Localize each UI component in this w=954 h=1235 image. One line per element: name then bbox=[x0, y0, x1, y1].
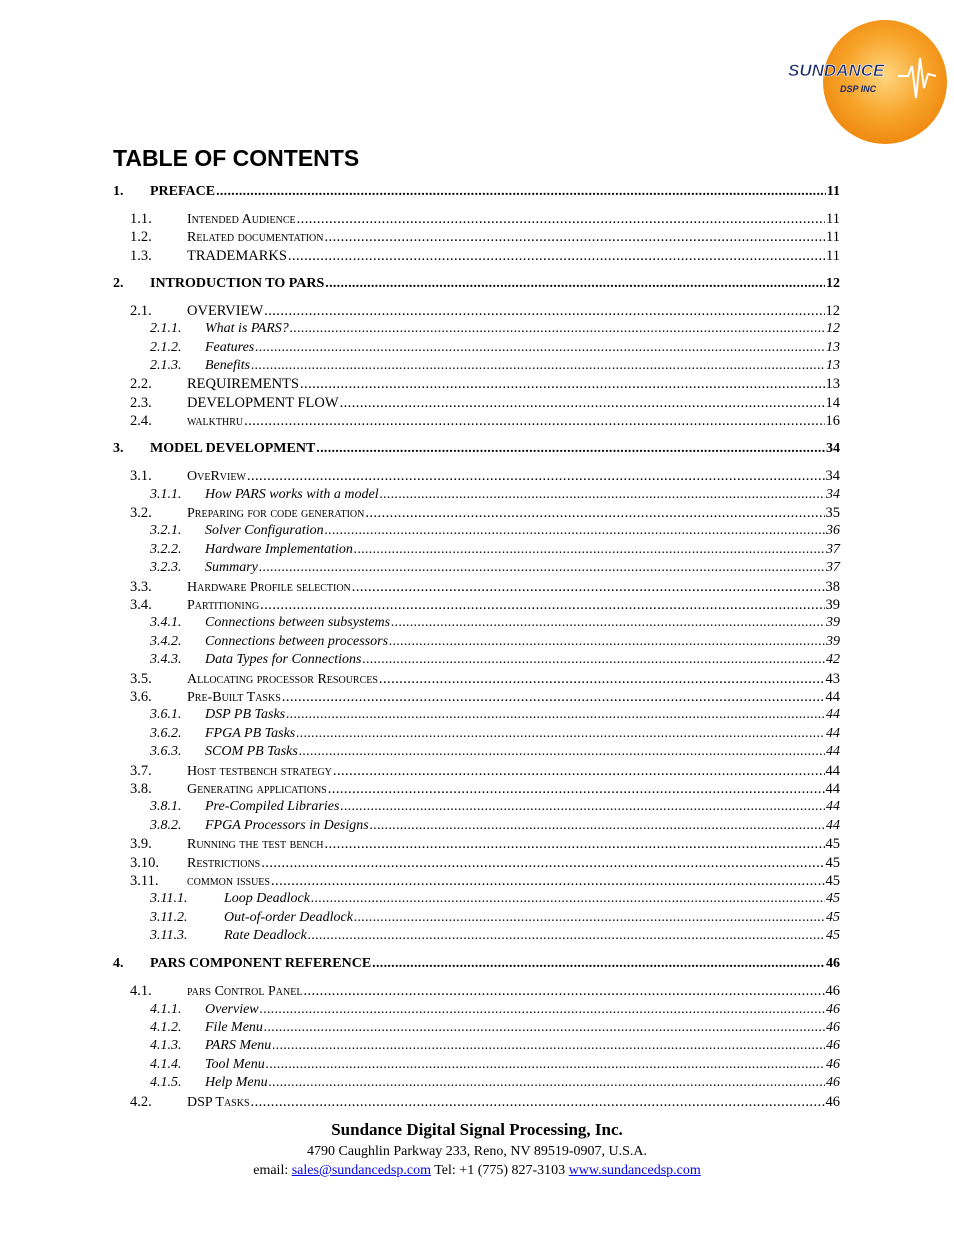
toc-entry-page: 16 bbox=[825, 413, 840, 430]
toc-entry[interactable] bbox=[113, 983, 840, 1001]
toc-entry-label: Summary bbox=[205, 560, 258, 576]
toc-dot-leader bbox=[288, 248, 825, 265]
toc-dot-leader bbox=[251, 1094, 825, 1111]
toc-dot-leader bbox=[391, 615, 825, 631]
toc-entry-number: 4. bbox=[113, 956, 124, 972]
toc-entry-page: 37 bbox=[826, 541, 840, 557]
toc-entry-label: Loop Deadlock bbox=[224, 891, 310, 907]
toc-entry[interactable] bbox=[113, 836, 840, 854]
toc-entry-label: Solver Configuration bbox=[205, 523, 324, 539]
toc-entry-page: 35 bbox=[825, 505, 840, 521]
toc-entry-line bbox=[205, 726, 840, 742]
toc-entry-label: Out-of-order Deadlock bbox=[224, 909, 353, 925]
toc-entry-number: 3.2.3. bbox=[150, 560, 182, 576]
toc-entry-label: Pre-Compiled Libraries bbox=[205, 799, 340, 815]
toc-entry-line bbox=[187, 229, 840, 246]
toc-entry-label: Host testbench strategy bbox=[187, 763, 332, 779]
toc-entry-label: Rate Deadlock bbox=[224, 928, 307, 944]
toc-entry-number: 4.2. bbox=[130, 1093, 152, 1110]
toc-entry-label: PREFACE bbox=[150, 184, 216, 199]
toc-entry-page: 13 bbox=[826, 358, 840, 373]
toc-entry-number: 3.11.2. bbox=[150, 909, 188, 925]
toc-entry-label: OveRview bbox=[187, 469, 246, 485]
toc-entry-line bbox=[187, 597, 840, 614]
toc-entry-line bbox=[205, 560, 840, 576]
page-footer bbox=[0, 1120, 954, 1179]
toc-entry[interactable] bbox=[113, 340, 840, 358]
toc-dot-leader bbox=[244, 413, 824, 430]
toc-entry[interactable] bbox=[113, 395, 840, 413]
toc-entry-line bbox=[205, 652, 840, 668]
toc-entry-line bbox=[150, 956, 840, 972]
toc-entry[interactable] bbox=[113, 487, 840, 505]
toc-dot-leader bbox=[282, 689, 825, 706]
toc-entry-label: Allocating processor Resources bbox=[187, 671, 378, 687]
toc-entry[interactable] bbox=[113, 1075, 840, 1093]
toc-entry-line bbox=[205, 799, 840, 815]
toc-entry-line bbox=[187, 689, 840, 706]
toc-entry-number: 3. bbox=[113, 441, 124, 457]
toc-entry[interactable] bbox=[113, 928, 840, 946]
toc-entry[interactable] bbox=[113, 321, 840, 339]
toc-entry-page: 14 bbox=[825, 394, 840, 411]
toc-entry-number: 1. bbox=[113, 184, 124, 199]
toc-entry-label: FPGA PB Tasks bbox=[205, 725, 296, 741]
toc-entry[interactable] bbox=[113, 1057, 840, 1075]
toc-entry-page: 37 bbox=[826, 560, 840, 576]
toc-entry-label: OVERVIEW bbox=[187, 302, 264, 319]
toc-entry-page: 42 bbox=[826, 652, 840, 668]
toc-entry[interactable] bbox=[113, 891, 840, 909]
toc-entry-page: 44 bbox=[825, 781, 840, 797]
toc-entry-page: 44 bbox=[825, 689, 840, 705]
toc-entry-label: MODEL DEVELOPMENT bbox=[150, 441, 316, 457]
toc-entry-page: 11 bbox=[826, 247, 840, 264]
toc-entry-line bbox=[187, 303, 840, 320]
toc-dot-leader bbox=[303, 983, 824, 1000]
toc-entry[interactable] bbox=[113, 468, 840, 486]
toc-entry-line bbox=[187, 836, 840, 853]
toc-entry-line bbox=[187, 873, 840, 890]
toc-entry-page: 13 bbox=[825, 376, 840, 393]
toc-dot-leader bbox=[370, 818, 825, 834]
toc-entry-label: pars Control Panel bbox=[187, 984, 303, 1000]
toc-entry-number: 4.1.3. bbox=[150, 1038, 182, 1054]
toc-entry-label: How PARS works with a model bbox=[205, 486, 379, 502]
toc-dot-leader bbox=[216, 184, 826, 200]
toc-dot-leader bbox=[340, 799, 825, 815]
toc-entry-line bbox=[150, 184, 840, 200]
toc-entry-label: Hardware Implementation bbox=[205, 541, 353, 557]
telephone: Tel: +1 (775) 827-3103 bbox=[430, 1163, 569, 1178]
toc-entry-number: 2. bbox=[113, 275, 124, 291]
contact-line bbox=[0, 1163, 954, 1179]
toc-entry-line bbox=[205, 321, 840, 337]
toc-entry-line bbox=[205, 523, 840, 539]
sundance-logo bbox=[780, 14, 950, 169]
toc-entry-label: SCOM PB Tasks bbox=[205, 744, 298, 760]
toc-entry-page: 45 bbox=[825, 836, 840, 853]
toc-entry-number: 3.2. bbox=[130, 505, 152, 521]
toc-entry[interactable] bbox=[113, 441, 840, 459]
toc-entry-page: 39 bbox=[825, 597, 840, 613]
toc-entry[interactable] bbox=[113, 579, 840, 597]
toc-entry[interactable] bbox=[113, 276, 840, 294]
website-link[interactable]: www.sundancedsp.com bbox=[568, 1163, 701, 1178]
toc-entry-page: 12 bbox=[826, 321, 840, 337]
toc-entry-label: Intended Audience bbox=[187, 212, 296, 227]
toc-entry-number: 2.1.2. bbox=[150, 339, 182, 355]
toc-entry-label: What is PARS? bbox=[205, 321, 289, 337]
toc-entry[interactable] bbox=[113, 744, 840, 762]
toc-entry-page: 46 bbox=[825, 983, 840, 1000]
toc-entry-label: Running the test bench bbox=[187, 837, 324, 853]
toc-dot-leader bbox=[324, 229, 825, 246]
toc-entry-label: Pre-Built Tasks bbox=[187, 690, 281, 705]
toc-entry-label: Related documentation bbox=[187, 230, 324, 246]
toc-entry-number: 3.8. bbox=[130, 781, 152, 797]
toc-entry-page: 44 bbox=[826, 707, 840, 723]
toc-dot-leader bbox=[297, 211, 825, 228]
toc-entry-number: 3.4. bbox=[130, 597, 152, 613]
toc-entry[interactable] bbox=[113, 689, 840, 707]
toc-entry[interactable] bbox=[113, 229, 840, 247]
email-link[interactable]: sales@sundancedsp.com bbox=[291, 1163, 431, 1178]
toc-entry-label: common issues bbox=[187, 874, 270, 889]
toc-dot-leader bbox=[311, 891, 825, 907]
toc-entry[interactable] bbox=[113, 818, 840, 836]
toc-dot-leader bbox=[389, 634, 825, 650]
toc-entry[interactable] bbox=[113, 184, 840, 202]
toc-entry-line bbox=[205, 1075, 840, 1091]
toc-dot-leader bbox=[365, 505, 824, 522]
toc-dot-leader bbox=[264, 1020, 825, 1036]
toc-dot-leader bbox=[300, 376, 825, 393]
toc-entry[interactable] bbox=[113, 726, 840, 744]
toc-entry-page: 12 bbox=[826, 275, 840, 291]
toc-entry-number: 1.2. bbox=[130, 229, 152, 246]
toc-entry-page: 46 bbox=[826, 1075, 840, 1091]
toc-entry-line bbox=[205, 487, 840, 503]
toc-entry-label: Hardware Profile selection bbox=[187, 579, 351, 595]
toc-dot-leader bbox=[299, 744, 825, 760]
toc-entry-number: 2.1.1. bbox=[150, 321, 182, 337]
toc-entry-line bbox=[187, 763, 840, 780]
toc-entry[interactable] bbox=[113, 1020, 840, 1038]
toc-dot-leader bbox=[259, 560, 825, 576]
toc-entry-number: 4.1.5. bbox=[150, 1075, 182, 1091]
toc-dot-leader bbox=[372, 956, 825, 972]
toc-entry[interactable] bbox=[113, 523, 840, 541]
toc-entry-label: walkthru bbox=[187, 414, 244, 430]
toc-entry-line bbox=[187, 211, 840, 228]
toc-entry[interactable] bbox=[113, 634, 840, 652]
toc-entry-number: 2.1. bbox=[130, 302, 152, 319]
toc-dot-leader bbox=[296, 726, 825, 742]
toc-entry-line bbox=[205, 1002, 840, 1018]
toc-entry[interactable] bbox=[113, 211, 840, 229]
toc-entry[interactable] bbox=[113, 671, 840, 689]
toc-entry[interactable] bbox=[113, 358, 840, 376]
toc-entry-page: 36 bbox=[826, 523, 840, 539]
toc-entry[interactable] bbox=[113, 763, 840, 781]
toc-entry-label: Connections between processors bbox=[205, 633, 389, 649]
toc-entry-number: 3.6. bbox=[130, 689, 152, 705]
toc-dot-leader bbox=[260, 597, 824, 614]
toc-entry-label: Preparing for code generation bbox=[187, 506, 365, 521]
toc-entry-page: 45 bbox=[826, 909, 840, 925]
toc-dot-leader bbox=[264, 303, 824, 320]
toc-dot-leader bbox=[272, 1038, 825, 1054]
toc-dot-leader bbox=[362, 652, 825, 668]
toc-dot-leader bbox=[266, 1057, 825, 1073]
toc-entry[interactable] bbox=[113, 615, 840, 633]
toc-entry-number: 4.1.1. bbox=[150, 1001, 182, 1017]
toc-entry-line bbox=[187, 468, 840, 485]
toc-entry-number: 3.3. bbox=[130, 578, 152, 595]
toc-dot-leader bbox=[379, 671, 825, 688]
logo-sun-circle bbox=[823, 20, 947, 144]
toc-entry-number: 3.4.2. bbox=[150, 633, 182, 649]
toc-entry-number: 3.7. bbox=[130, 762, 152, 779]
toc-entry-line bbox=[187, 781, 840, 798]
toc-entry[interactable] bbox=[113, 505, 840, 523]
toc-entry-page: 11 bbox=[826, 211, 840, 227]
toc-entry-label: INTRODUCTION TO PARS bbox=[150, 275, 325, 291]
toc-entry-page: 46 bbox=[826, 1056, 840, 1072]
toc-entry[interactable] bbox=[113, 1094, 840, 1112]
toc-entry-label: DSP Tasks bbox=[187, 1094, 250, 1110]
toc-dot-leader bbox=[247, 468, 825, 485]
toc-dot-leader bbox=[316, 441, 825, 457]
toc-entry-line bbox=[187, 855, 840, 872]
toc-entry-label: Generating applications bbox=[187, 782, 327, 797]
toc-entry-page: 46 bbox=[825, 1093, 840, 1110]
toc-entry[interactable] bbox=[113, 799, 840, 817]
toc-entry-page: 11 bbox=[826, 184, 840, 199]
toc-entry-page: 45 bbox=[826, 891, 840, 907]
toc-entry-line bbox=[205, 542, 840, 558]
toc-entry-line bbox=[205, 615, 840, 631]
toc-entry-line bbox=[205, 340, 840, 356]
toc-entry-label: Features bbox=[205, 339, 255, 355]
toc-entry-page: 13 bbox=[826, 339, 840, 355]
toc-entry-label: Restrictions bbox=[187, 855, 261, 871]
toc-entry-line bbox=[187, 983, 840, 1000]
toc-entry-page: 45 bbox=[825, 854, 840, 871]
toc-entry-number: 3.5. bbox=[130, 670, 152, 687]
toc-entry-label: DSP PB Tasks bbox=[205, 707, 286, 723]
toc-entry-number: 3.2.2. bbox=[150, 541, 182, 557]
toc-entry-line bbox=[187, 395, 840, 412]
toc-dot-leader bbox=[325, 523, 825, 539]
toc-entry-label: TRADEMARKS bbox=[187, 247, 287, 264]
logo-text-line1: SUNDANCE bbox=[788, 61, 885, 80]
toc-entry-label: REQUIREMENTS bbox=[187, 376, 299, 393]
toc-entry-page: 34 bbox=[825, 468, 840, 485]
toc-entry-number: 3.9. bbox=[130, 836, 152, 853]
toc-entry-line bbox=[224, 891, 840, 907]
toc-dot-leader bbox=[255, 340, 825, 356]
toc-dot-leader bbox=[333, 763, 825, 780]
toc-entry[interactable] bbox=[113, 873, 840, 891]
toc-entry-line bbox=[205, 1020, 840, 1036]
toc-entry-number: 4.1. bbox=[130, 983, 152, 1000]
toc-entry-page: 44 bbox=[826, 725, 840, 741]
toc-entry-number: 3.2.1. bbox=[150, 523, 182, 539]
toc-dot-leader bbox=[308, 928, 825, 944]
company-name: Sundance Digital Signal Processing, Inc. bbox=[331, 1120, 623, 1139]
toc-entry-number: 3.8.1. bbox=[150, 799, 182, 815]
toc-entry-number: 3.6.2. bbox=[150, 725, 182, 741]
toc-entry-number: 3.8.2. bbox=[150, 817, 182, 833]
toc-entry-number: 3.11.3. bbox=[150, 928, 188, 944]
toc-entry-page: 34 bbox=[826, 441, 840, 457]
toc-entry-page: 45 bbox=[826, 928, 840, 944]
toc-entry-label: Overview bbox=[205, 1001, 259, 1017]
toc-entry[interactable] bbox=[113, 910, 840, 928]
toc-entry-line bbox=[187, 413, 840, 430]
toc-entry-label: Connections between subsystems bbox=[205, 615, 391, 631]
toc-entry-page: 44 bbox=[826, 817, 840, 833]
toc-entry[interactable] bbox=[113, 560, 840, 578]
toc-entry-page: 44 bbox=[825, 762, 840, 779]
toc-entry-line bbox=[150, 441, 840, 457]
toc-entry-number: 3.11. bbox=[130, 873, 159, 889]
toc-entry[interactable] bbox=[113, 376, 840, 394]
toc-entry[interactable] bbox=[113, 597, 840, 615]
toc-dot-leader bbox=[261, 855, 824, 872]
toc-entry-line bbox=[205, 1038, 840, 1054]
toc-entry-line bbox=[205, 1057, 840, 1073]
toc-entry-label: DEVELOPMENT FLOW bbox=[187, 394, 339, 411]
toc-dot-leader bbox=[290, 321, 825, 337]
toc-entry-line bbox=[187, 1094, 840, 1111]
toc-entry-line bbox=[187, 376, 840, 393]
toc-entry-label: Help Menu bbox=[205, 1075, 268, 1091]
toc-entry-number: 3.1. bbox=[130, 468, 152, 485]
toc-entry-line bbox=[205, 707, 840, 723]
toc-dot-leader bbox=[325, 276, 825, 292]
company-address: 4790 Caughlin Parkway 233, Reno, NV 89519-0907, U.S.A. bbox=[306, 1144, 647, 1159]
toc-entry-line bbox=[224, 928, 840, 944]
email-label: email: bbox=[253, 1163, 292, 1178]
toc-entry-label: FPGA Processors in Designs bbox=[205, 817, 369, 833]
toc-entry-label: Tool Menu bbox=[205, 1056, 265, 1072]
toc-entry-page: 11 bbox=[826, 229, 840, 246]
toc-entry-number: 2.4. bbox=[130, 413, 152, 430]
toc-entry-line bbox=[187, 505, 840, 522]
toc-dot-leader bbox=[352, 579, 825, 596]
toc-entry-label: Partitioning bbox=[187, 598, 260, 613]
toc-entry-label: Data Types for Connections bbox=[205, 652, 362, 668]
toc-entry-line bbox=[205, 358, 840, 374]
toc-entry-page: 39 bbox=[826, 633, 840, 649]
toc-entry-number: 4.1.2. bbox=[150, 1020, 182, 1035]
toc-entry-number: 3.6.3. bbox=[150, 744, 182, 760]
toc-entry-label: PARS Menu bbox=[205, 1038, 272, 1054]
toc-entry[interactable] bbox=[113, 707, 840, 725]
toc-entry-page: 46 bbox=[826, 1001, 840, 1017]
toc-dot-leader bbox=[260, 1002, 825, 1018]
toc-dot-leader bbox=[325, 836, 825, 853]
toc-dot-leader bbox=[380, 487, 825, 503]
toc-entry-label: File Menu bbox=[205, 1020, 263, 1035]
toc-entry-page: 44 bbox=[826, 744, 840, 760]
toc-dot-leader bbox=[271, 873, 825, 890]
toc-entry[interactable] bbox=[113, 652, 840, 670]
toc-entry[interactable] bbox=[113, 303, 840, 321]
toc-entry[interactable] bbox=[113, 781, 840, 799]
toc-entry[interactable] bbox=[113, 1002, 840, 1020]
toc-entry[interactable] bbox=[113, 855, 840, 873]
toc-dot-leader bbox=[340, 395, 825, 412]
logo-text-line2: DSP INC bbox=[840, 84, 877, 94]
toc-entry-number: 4.1.4. bbox=[150, 1056, 182, 1072]
toc-entry-page: 12 bbox=[825, 302, 840, 319]
toc-entry-number: 2.3. bbox=[130, 394, 152, 411]
toc-entry-page: 43 bbox=[825, 670, 840, 687]
toc-entry-line bbox=[205, 744, 840, 760]
toc-entry-page: 46 bbox=[826, 956, 840, 972]
toc-entry-number: 2.2. bbox=[130, 376, 152, 393]
toc-dot-leader bbox=[269, 1075, 825, 1091]
toc-entry-label: PARS COMPONENT REFERENCE bbox=[150, 956, 372, 972]
toc-dot-leader bbox=[354, 542, 825, 558]
toc-dot-leader bbox=[251, 358, 825, 374]
toc-entry-line bbox=[205, 818, 840, 834]
toc-entry-page: 45 bbox=[825, 873, 840, 889]
page-title: TABLE OF CONTENTS bbox=[113, 145, 360, 171]
toc-entry-number: 3.1.1. bbox=[150, 486, 182, 502]
toc-entry-line bbox=[205, 634, 840, 650]
toc-entry-number: 2.1.3. bbox=[150, 358, 182, 373]
toc-entry-page: 44 bbox=[826, 799, 840, 815]
toc-entry-page: 46 bbox=[826, 1020, 840, 1035]
toc-entry-number: 3.4.1. bbox=[150, 615, 182, 631]
toc-entry-number: 1.3. bbox=[130, 247, 152, 264]
toc-dot-leader bbox=[354, 910, 825, 926]
toc-entry-page: 39 bbox=[826, 615, 840, 631]
toc-entry-number: 3.4.3. bbox=[150, 652, 182, 668]
toc-entry-page: 46 bbox=[826, 1038, 840, 1054]
toc-entry-page: 34 bbox=[826, 486, 840, 502]
toc-entry-line bbox=[150, 276, 840, 292]
toc-entry[interactable] bbox=[113, 1038, 840, 1056]
toc-entry[interactable] bbox=[113, 956, 840, 974]
toc-dot-leader bbox=[328, 781, 825, 798]
toc-entry-number: 3.6.1. bbox=[150, 707, 182, 723]
toc-entry[interactable] bbox=[113, 248, 840, 266]
toc-entry[interactable] bbox=[113, 413, 840, 431]
toc-entry-label: Benefits bbox=[205, 358, 251, 373]
toc-entry-line bbox=[187, 671, 840, 688]
toc-entry-number: 3.11.1. bbox=[150, 891, 188, 907]
toc-entry-number: 1.1. bbox=[130, 211, 152, 227]
toc-entry-line bbox=[187, 248, 840, 265]
toc-dot-leader bbox=[286, 707, 825, 723]
toc-entry-line bbox=[224, 910, 840, 926]
toc-entry[interactable] bbox=[113, 542, 840, 560]
toc-entry-page: 38 bbox=[825, 578, 840, 595]
toc-entry-line bbox=[187, 579, 840, 596]
toc-entry-number: 3.10. bbox=[130, 854, 159, 871]
